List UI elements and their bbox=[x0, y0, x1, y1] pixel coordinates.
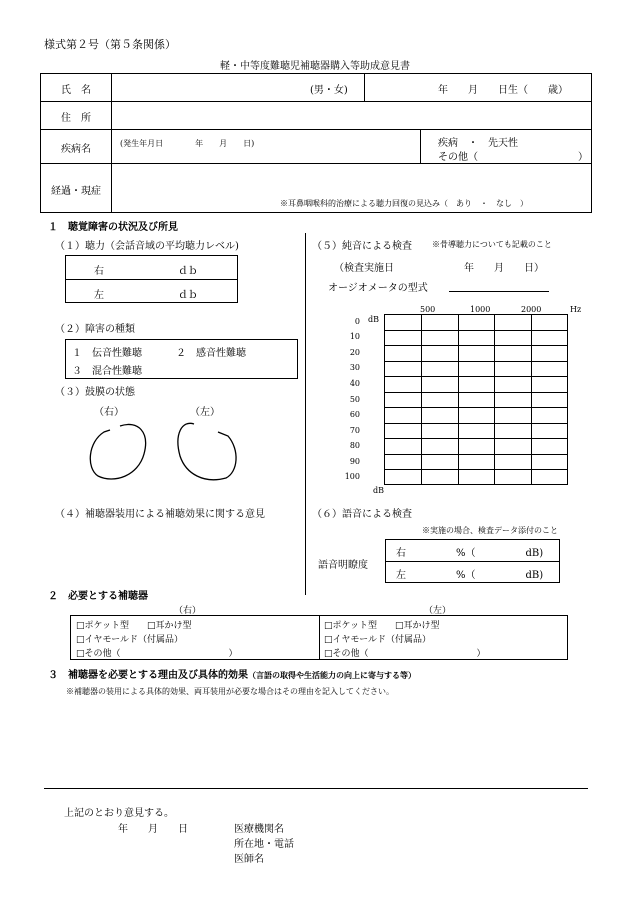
disease-type-congenital[interactable]: 疾病 ・ 先天性 bbox=[438, 138, 518, 149]
address-phone-label: 所在地・電話 bbox=[234, 839, 294, 850]
audiogram-level-label: 10 bbox=[349, 332, 360, 341]
section2-heading: ２ 必要とする補聴器 bbox=[48, 591, 148, 602]
freq-unit: Hz bbox=[570, 305, 582, 314]
audiogram-level-label: 80 bbox=[349, 441, 360, 450]
column-divider bbox=[305, 233, 306, 595]
hearing-right-label: 右 bbox=[94, 266, 104, 277]
audiogram-level-label: 50 bbox=[349, 395, 360, 404]
address-label: 住 所 bbox=[61, 113, 91, 124]
audiogram-row-line bbox=[384, 423, 568, 424]
audiometer-type-label: オージオメータの型式 bbox=[328, 283, 428, 294]
doctor-name-label: 医師名 bbox=[234, 854, 264, 865]
disease-type-other[interactable]: その他（ ） bbox=[438, 152, 588, 163]
speech-right-field[interactable]: 右 %（ dB) bbox=[396, 548, 544, 559]
audiogram-col-line bbox=[458, 314, 459, 485]
disorder-type-label: （２）障害の種類 bbox=[55, 324, 135, 335]
aid-right-label: （右） bbox=[174, 606, 202, 616]
aid-left-earmold[interactable]: □イヤモールド（付属品） bbox=[324, 635, 431, 645]
audiogram-row-line bbox=[384, 469, 568, 470]
aid-right-other[interactable]: □その他（ ） bbox=[76, 649, 238, 659]
hearing-left-unit[interactable]: ｄｂ bbox=[178, 290, 198, 301]
aid-left-pocket[interactable]: □ポケット型 □耳かけ型 bbox=[324, 621, 440, 631]
audiogram-row-line bbox=[384, 454, 568, 455]
hearing-left-label: 左 bbox=[94, 290, 104, 301]
disorder-mixed[interactable]: ３ 混合性難聴 bbox=[72, 366, 142, 377]
footer-divider bbox=[44, 788, 588, 789]
audiogram-level-label: 0 bbox=[354, 317, 360, 326]
reason-field[interactable] bbox=[48, 700, 588, 785]
audiogram-level-label: 90 bbox=[349, 457, 360, 466]
audiometer-type-field[interactable] bbox=[449, 291, 549, 292]
audiogram-level-label: 70 bbox=[349, 426, 360, 435]
audiogram-row-line bbox=[384, 407, 568, 408]
freq-1000: 1000 bbox=[470, 305, 491, 314]
pure-tone-label: （５）純音による検査 bbox=[312, 241, 412, 252]
audiogram-row-line bbox=[384, 361, 568, 362]
aid-left-other[interactable]: □その他（ ） bbox=[324, 649, 486, 659]
hearing-aid-opinion-label: （４）補聴器装用による補聴効果に関する意見 bbox=[55, 509, 265, 520]
section3-heading-text: ３ 補聴器を必要とする理由及び具体的効果 bbox=[48, 670, 248, 681]
hearing-right-unit[interactable]: ｄｂ bbox=[178, 266, 198, 277]
section3-heading-note: （言語の取得や生活能力の向上に寄与する等） bbox=[248, 670, 416, 680]
disorder-sensorineural[interactable]: ２ 感音性難聴 bbox=[176, 348, 246, 359]
audiogram-row-line bbox=[384, 330, 568, 331]
db-unit-top: dB bbox=[368, 315, 379, 324]
speech-clarity-label: 語音明瞭度 bbox=[318, 560, 368, 571]
audiogram-col-line bbox=[494, 314, 495, 485]
page-title: 軽・中等度難聴児補聴器購入等助成意見書 bbox=[220, 61, 410, 72]
birth-date-field[interactable]: 年 月 日生（ 歳） bbox=[438, 85, 568, 96]
audiogram-col-line bbox=[531, 314, 532, 485]
freq-500: 500 bbox=[420, 305, 436, 314]
audiogram-col-line bbox=[421, 314, 422, 485]
prognosis-selector[interactable]: ※耳鼻咽喉科的治療による聴力回復の見込み（ あり ・ なし ） bbox=[280, 199, 528, 208]
hearing-level-label: （１）聴力（会話音域の平均聴力レベル) bbox=[55, 241, 239, 252]
gender-selector[interactable]: (男・女) bbox=[310, 85, 348, 96]
bone-conduction-note: ※骨導聴力についても記載のこと bbox=[432, 240, 552, 249]
disorder-conductive[interactable]: １ 伝音性難聴 bbox=[72, 348, 142, 359]
section1-heading: １ 聴覚障害の状況及び所見 bbox=[48, 222, 178, 233]
audiogram-level-label: 30 bbox=[349, 363, 360, 372]
speech-left-field[interactable]: 左 %（ dB) bbox=[396, 570, 544, 581]
audiogram-row-line bbox=[384, 345, 568, 346]
disease-label: 疾病名 bbox=[61, 144, 91, 155]
db-unit-bottom: dB bbox=[373, 486, 384, 495]
audiogram-row-line bbox=[384, 376, 568, 377]
eardrum-left-label: （左） bbox=[190, 407, 220, 418]
audiogram-frame bbox=[384, 314, 568, 485]
audiogram-level-label: 100 bbox=[344, 472, 360, 481]
eardrum-drawing bbox=[80, 418, 260, 488]
audiogram-level-label: 40 bbox=[349, 379, 360, 388]
eardrum-label: （３）鼓膜の状態 bbox=[55, 387, 135, 398]
history-label: 経過・現症 bbox=[51, 186, 101, 197]
eardrum-right-label: （右） bbox=[94, 407, 124, 418]
audiogram-level-label: 60 bbox=[349, 410, 360, 419]
speech-test-label: （６）語音による検査 bbox=[312, 509, 412, 520]
test-date-field[interactable]: （検査実施日 年 月 日） bbox=[334, 263, 544, 274]
aid-left-label: （左） bbox=[424, 606, 452, 616]
section3-heading bbox=[48, 666, 416, 681]
aid-right-pocket[interactable]: □ポケット型 □耳かけ型 bbox=[76, 621, 192, 631]
footer-statement: 上記のとおり意見する。 bbox=[64, 808, 174, 819]
name-label: 氏 名 bbox=[61, 85, 91, 96]
aid-right-earmold[interactable]: □イヤモールド（付属品） bbox=[76, 635, 183, 645]
audiogram-row-line bbox=[384, 438, 568, 439]
onset-date-field[interactable]: (発生年月日 年 月 日) bbox=[120, 139, 255, 148]
footer-date-field[interactable]: 年 月 日 bbox=[118, 824, 188, 835]
audiogram-level-label: 20 bbox=[349, 348, 360, 357]
audiogram-row-line bbox=[384, 392, 568, 393]
address-field[interactable] bbox=[112, 102, 592, 129]
form-number: 様式第２号（第５条関係） bbox=[44, 38, 176, 51]
institution-label: 医療機関名 bbox=[234, 824, 284, 835]
section3-note: ※補聴器の装用による具体的効果、両耳装用が必要な場合はその理由を記入してください。 bbox=[66, 687, 394, 696]
speech-test-note: ※実施の場合、検査データ添付のこと bbox=[422, 526, 558, 535]
freq-2000: 2000 bbox=[521, 305, 542, 314]
